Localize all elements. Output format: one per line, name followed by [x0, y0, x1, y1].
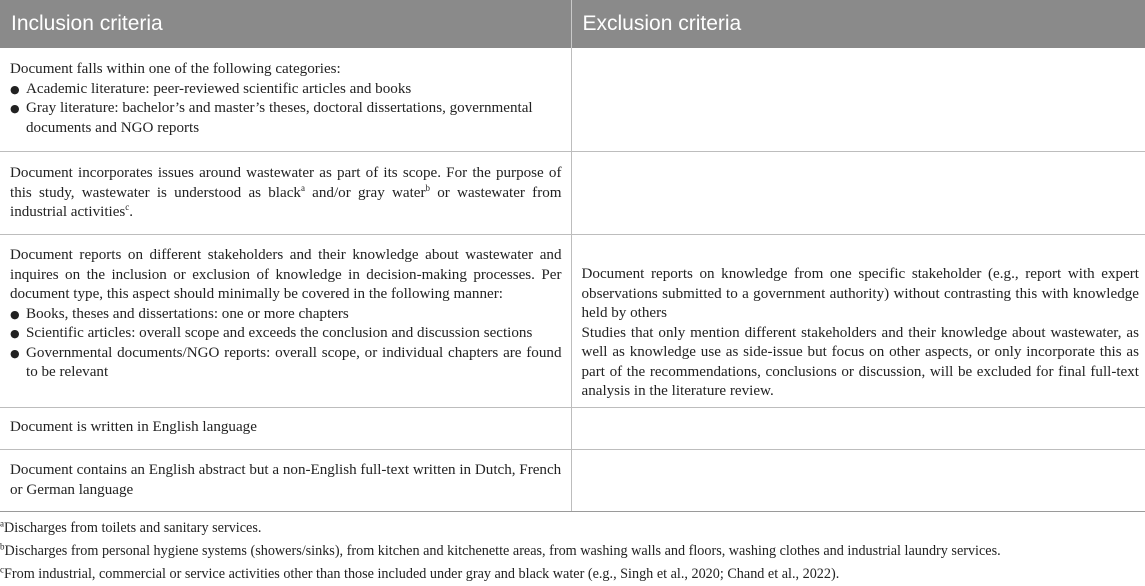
list-item-text: Academic literature: peer-reviewed scientific articles and books	[26, 80, 412, 97]
header-exclusion: Exclusion criteria	[571, 0, 1145, 48]
list-item	[10, 344, 562, 383]
table-row	[0, 450, 1145, 512]
table-row	[0, 152, 1145, 235]
bullet-icon: ●	[10, 102, 20, 115]
inclusion-cell	[0, 235, 571, 408]
list-item	[10, 80, 562, 100]
footnote-ref: b	[425, 182, 431, 193]
list-item-text: Scientific articles: overall scope and exceeds the conclusion and discussion sections	[26, 325, 533, 341]
inclusion-cell: Document is written in English language	[0, 408, 571, 450]
footnote-text: Discharges from personal hygiene systems (showers/sinks), from kitchen and kitchenette areas, from washing walls and floors, washing clothes and industrial laundry services.	[4, 543, 1001, 559]
exclusion-cell	[571, 408, 1145, 450]
footnote-text: Discharges from toilets and sanitary services.	[4, 520, 262, 536]
header-inclusion: Inclusion criteria	[0, 0, 571, 48]
inclusion-cell	[0, 48, 571, 152]
footnotes	[0, 512, 1145, 586]
exclusion-cell	[571, 152, 1145, 235]
inclusion-cell: Document contains an English abstract but a non-English full-text written in Dutch, French or German language	[0, 450, 571, 512]
footnote-ref: a	[300, 182, 305, 193]
inclusion-cell	[0, 152, 571, 235]
table-row	[0, 408, 1145, 450]
table-header-row	[0, 0, 1145, 48]
exclusion-cell	[571, 450, 1145, 512]
exclusion-cell	[571, 48, 1145, 152]
list-item-text: Governmental documents/NGO reports: overall scope, or individual chapters are found to be relevant	[26, 344, 562, 380]
inclusion-text: .	[129, 204, 134, 220]
inclusion-text: and/or gray water	[304, 184, 426, 201]
footnote	[0, 563, 1145, 586]
bullet-icon: ●	[10, 307, 20, 321]
inclusion-text: Document incorporates issues around wastewater as part of its scope. For the purpose of this study, wastewater is understood as black	[10, 165, 562, 201]
exclusion-text: Studies that only mention different stakeholders and their knowledge about wastewater, as well as knowledge use as side-issue but focus on other aspects, or only incorporate this as part of the recommendations, conclusions or discussion, will be excluded for final full-text analysis in the literature review.	[581, 324, 1139, 399]
exclusion-cell	[571, 235, 1145, 408]
bullet-icon: ●	[10, 346, 20, 360]
inclusion-text: Document reports on different stakeholders and their knowledge about wastewater and inquires on the inclusion or exclusion of knowledge in decision-making processes. Per document type, this aspect should minimally be covered in the following manner:	[10, 247, 562, 302]
footnote-ref: c	[125, 201, 130, 212]
bullet-icon: ●	[10, 327, 20, 340]
list-item	[10, 305, 562, 325]
bullet-icon: ●	[10, 82, 20, 96]
list-item	[10, 99, 562, 138]
footnote-mark: a	[0, 518, 4, 529]
list-item-text: Gray literature: bachelor’s and master’s theses, doctoral dissertations, governmental documents and NGO reports	[26, 100, 533, 136]
table-row	[0, 48, 1145, 152]
footnote	[0, 540, 1145, 563]
footnote-mark: c	[0, 564, 4, 575]
list-item	[10, 324, 562, 344]
footnote-text: From industrial, commercial or service activities other than those included under gray and black water (e.g., Singh et al., 2020; Chand et al., 2022).	[4, 566, 840, 582]
list-item-text: Books, theses and dissertations: one or more chapters	[26, 305, 349, 322]
table-row	[0, 235, 1145, 408]
footnote	[0, 517, 1145, 540]
inclusion-text: Document falls within one of the following categories:	[10, 61, 341, 77]
exclusion-text: Document reports on knowledge from one specific stakeholder (e.g., report with expert observations submitted to a government authority) without contrasting this with knowledge held by others	[581, 266, 1139, 321]
inclusion-text: or wastewater from industrial activities	[10, 184, 562, 220]
footnote-mark: b	[0, 541, 5, 552]
